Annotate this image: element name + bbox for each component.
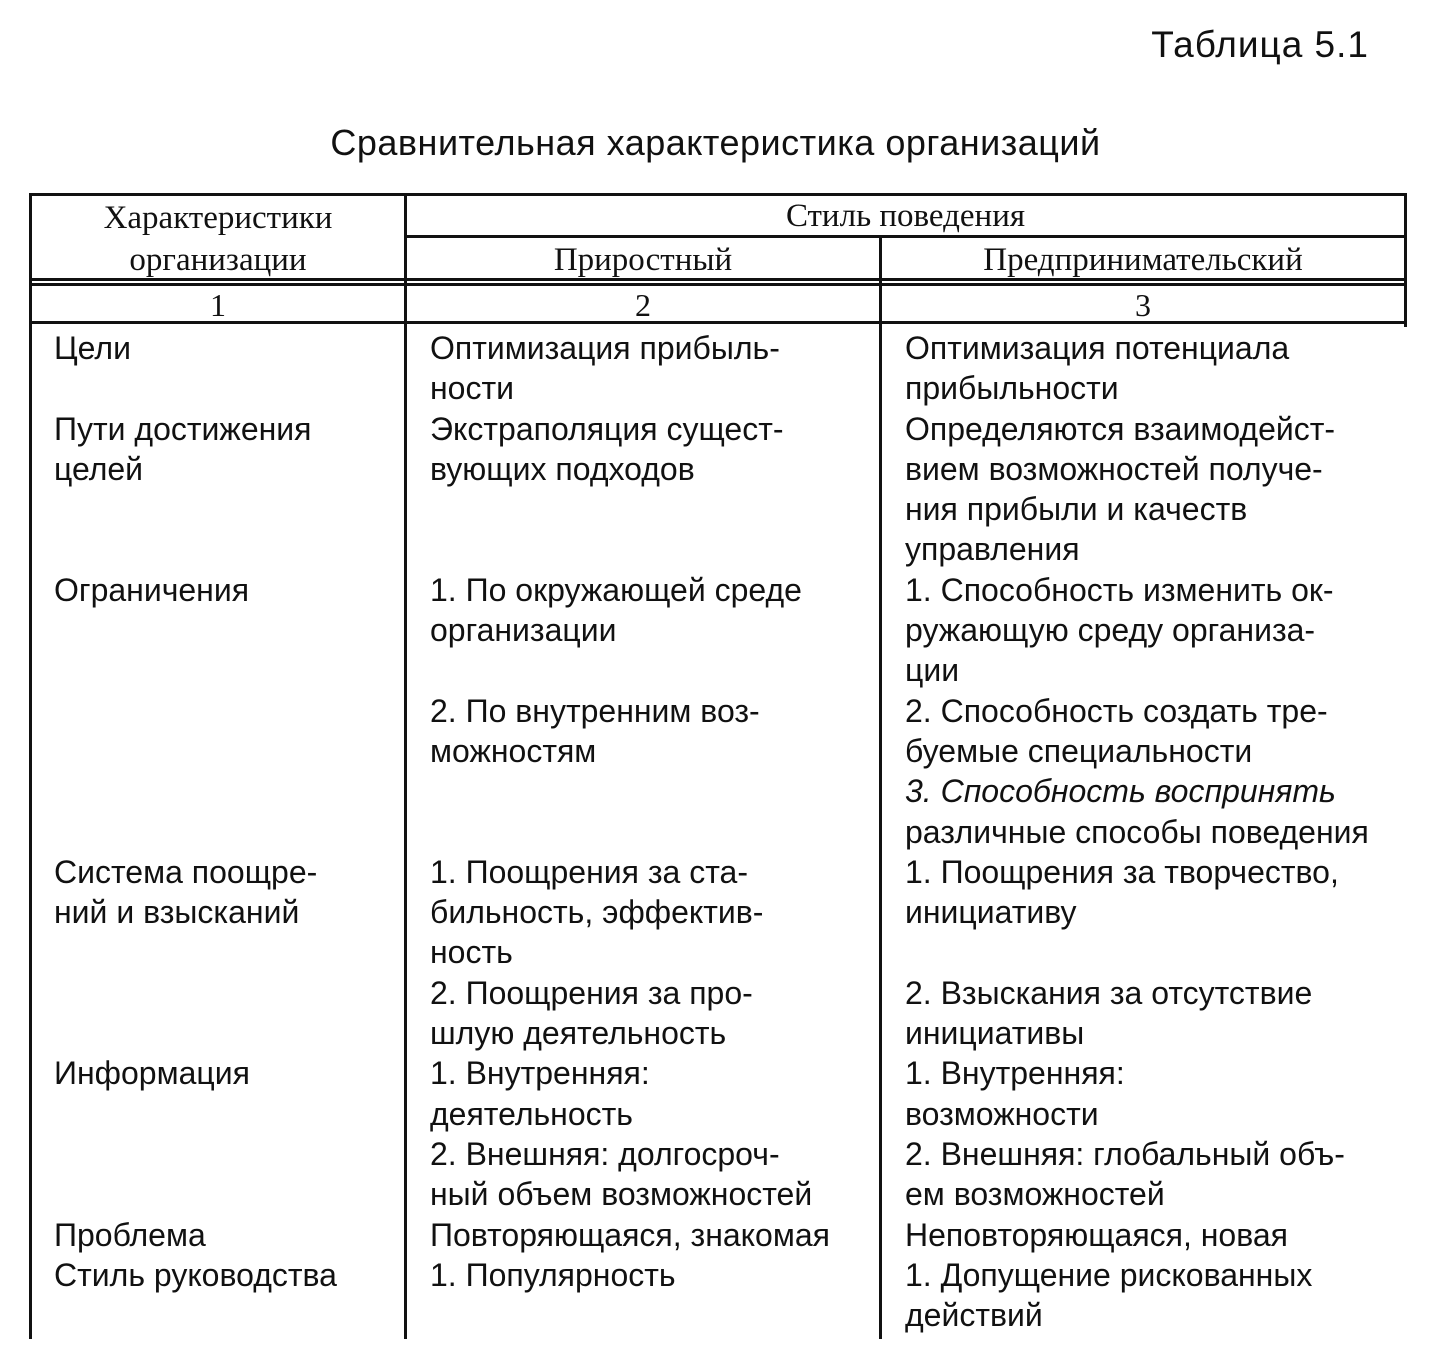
col1-text-line [54, 691, 399, 731]
col3-text-line: различные способы поведения [905, 813, 1369, 850]
col1-text-line: Система поощре- [54, 853, 318, 890]
col2-text-line: ность [430, 934, 513, 971]
col2-text-line: бильность, эффектив- [430, 894, 764, 931]
col2-text-line [430, 650, 875, 690]
col1-text-line: целей [54, 450, 144, 487]
column-number-1: 1 [210, 287, 226, 323]
col3-text-line: 1. Способность изменить ок- [905, 571, 1334, 608]
col2-text-line: 1. Внутренняя: [430, 1055, 650, 1092]
col2-text-line: ности [430, 370, 514, 407]
col3-text-line: буемые специальности [905, 732, 1253, 769]
col1-text-line [54, 973, 399, 1013]
col3-text-line: 2. Способность создать тре- [905, 692, 1328, 729]
col3-text-line: Неповторяющаяся, новая [905, 1216, 1288, 1253]
col2-text-line: деятельность [430, 1095, 633, 1132]
col1-text-line [54, 932, 399, 972]
col1-text-line: Проблема [54, 1216, 206, 1253]
col2-text-line: 2. Внешняя: долгосроч- [430, 1135, 780, 1172]
header-col2: Приростный [553, 242, 733, 278]
header-group: Стиль поведения [785, 198, 1026, 234]
col1-text-line: ний и взысканий [54, 894, 300, 931]
col2-text-line: шлую деятельность [430, 1015, 727, 1052]
header-col1-line2: организации [129, 242, 307, 278]
incremental-column [430, 328, 875, 1335]
col1-text-line [54, 1094, 399, 1134]
col1-text-line [54, 1295, 399, 1335]
col2-text-line [430, 529, 875, 569]
col2-text-line [430, 771, 875, 811]
col3-text-line: Определяются взаимодейст- [905, 410, 1336, 447]
col2-col3-divider [879, 235, 882, 1339]
header-col3: Предпринимательский [983, 242, 1303, 278]
col2-text-line: 1. Популярность [430, 1256, 676, 1293]
col3-text-line: инициативы [905, 1015, 1085, 1052]
col3-text-line: инициативу [905, 894, 1077, 931]
col1-text-line [54, 650, 399, 690]
col2-text-line [430, 489, 875, 529]
characteristics-column [54, 328, 399, 1335]
column-number-3: 3 [1135, 287, 1151, 323]
col3-text-line: 2. Взыскания за отсутствие [905, 974, 1313, 1011]
col2-text-line [430, 812, 875, 852]
col2-text-line: 2. Поощрения за про- [430, 974, 753, 1011]
col3-text-line [905, 932, 1405, 972]
col3-text-line: ем возможностей [905, 1176, 1165, 1213]
col2-text-line: Оптимизация прибыль- [430, 330, 780, 366]
col2-text-line: 1. Поощрения за ста- [430, 853, 748, 890]
col3-text-line: 1. Внутренняя: [905, 1055, 1125, 1092]
col3-text-line: 1. Поощрения за творчество, [905, 853, 1339, 890]
col1-text-line [54, 489, 399, 529]
col2-text-line: вующих подходов [430, 450, 695, 487]
column-number-2: 2 [635, 287, 651, 323]
col1-text-line [54, 1134, 399, 1174]
col2-text-line: можностям [430, 732, 597, 769]
col1-col2-divider [404, 193, 407, 1339]
col2-text-line: Повторяющаяся, знакомая [430, 1216, 830, 1253]
entrepreneurial-column [905, 328, 1405, 1335]
col2-text-line: организации [430, 612, 617, 649]
col3-text-line: возможности [905, 1095, 1099, 1132]
col1-text-line [54, 771, 399, 811]
col1-text-line [54, 1013, 399, 1053]
col1-text-line [54, 368, 399, 408]
col3-text-line: управления [905, 531, 1080, 568]
table-number: Таблица 5.1 [1151, 24, 1369, 65]
col3-text-line: 1. Допущение рискованных [905, 1256, 1313, 1293]
col3-text-line: ния прибыли и качеств [905, 491, 1248, 528]
col1-text-line: Ограничения [54, 571, 250, 608]
col3-text-line: действий [905, 1297, 1043, 1334]
col2-text-line: 2. По внутренним воз- [430, 692, 760, 729]
col2-text-line: ный объем возможностей [430, 1176, 813, 1213]
header-col1 [32, 197, 404, 281]
col3-text-line: прибыльности [905, 370, 1119, 407]
col1-text-line [54, 731, 399, 771]
right-border [1404, 193, 1407, 327]
col1-text-line: Цели [54, 330, 131, 366]
col1-text-line: Информация [54, 1055, 250, 1092]
col1-text-line [54, 1174, 399, 1214]
table-title: Сравнительная характеристика организаций [330, 122, 1101, 163]
header-col1-line1: Характеристики [103, 200, 333, 236]
left-border [29, 193, 32, 1339]
col1-text-line: Пути достижения [54, 410, 312, 447]
col3-text-line: 2. Внешняя: глобальный объ- [905, 1135, 1345, 1172]
col1-text-line [54, 529, 399, 569]
col1-text-line: Стиль руководства [54, 1256, 337, 1293]
col2-text-line: Экстраполяция сущест- [430, 410, 784, 447]
col3-text-line: вием возможностей получе- [905, 450, 1323, 487]
col1-text-line [54, 812, 399, 852]
col3-text-line: ружающую среду организа- [905, 612, 1316, 649]
col2-text-line: 1. По окружающей среде [430, 571, 802, 608]
col1-text-line [54, 610, 399, 650]
col3-text-line: 3. Способность воспринять [905, 773, 1336, 810]
col3-text-line: ции [905, 652, 960, 689]
col3-text-line: Оптимизация потенциала [905, 330, 1290, 366]
col2-text-line [430, 1295, 875, 1335]
